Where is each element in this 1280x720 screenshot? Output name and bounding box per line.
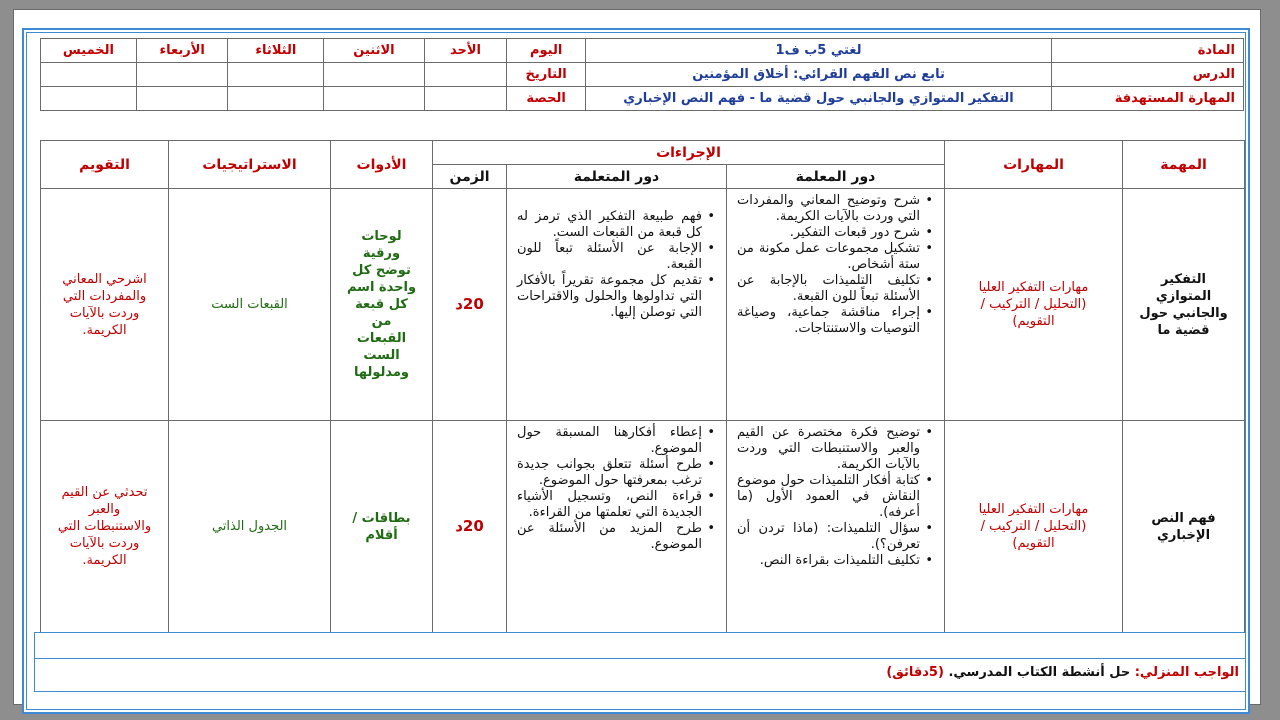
list-item: • تشكيل مجموعات عمل مكونة من ستة أشخاص. [737,241,920,273]
list-item: • طرح المزيد من الأسئلة عن الموضوع. [517,521,702,553]
student-role-list [507,425,726,553]
subject-label: المادة [1052,39,1244,63]
col-student-role: دور المتعلمة [507,165,727,189]
homework-label: الواجب المنزلي: [1134,665,1239,680]
skills-cell: مهارات التفكير العليا (التحليل / التركيب / التقويم) [945,189,1123,421]
teacher-role-list [727,193,944,337]
strategy-cell: القبعات الست [169,189,331,421]
col-evaluation: التقويم [41,141,169,189]
period-label: الحصة [507,87,585,111]
col-strategies: الاستراتيجيات [169,141,331,189]
date-cell-tuesday [228,63,324,87]
header-table [40,38,1244,111]
tools-cell: بطاقات / أقلام [331,421,433,633]
time-cell: 20د [433,189,507,421]
evaluation-cell: اشرحي المعاني والمفردات التي وردت بالآيات الكريمة. [41,189,169,421]
day-sunday: الأحد [424,39,507,63]
student-role-cell [507,189,727,421]
table-row [41,189,1245,421]
list-item: • فهم طبيعة التفكير الذي ترمز له كل قبعة من القبعات الست. [517,209,702,241]
list-item: • شرح وتوضيح المعاني والمفردات التي وردت بالآيات الكريمة. [737,193,920,225]
date-cell-thursday [41,63,137,87]
task-cell: التفكير المتوازي والجانبي حول قضية ما [1123,189,1245,421]
teacher-role-cell [727,189,945,421]
list-item: • الإجابة عن الأسئلة تبعاً للون القبعة. [517,241,702,273]
date-cell-monday [324,63,424,87]
list-item: • كتابة أفكار التلميذات حول موضوع النقاش في العمود الأول (ما أعرفه). [737,473,920,521]
skill-value: التفكير المتوازي والجانبي حول قضية ما - فهم النص الإخباري [585,87,1051,111]
list-item: • قراءة النص، وتسجيل الأشياء الجديدة التي تعلمتها من القراءة. [517,489,702,521]
period-cell-tuesday [228,87,324,111]
day-tuesday: الثلاثاء [228,39,324,63]
col-skills: المهارات [945,141,1123,189]
skills-cell: مهارات التفكير العليا (التحليل / التركيب / التقويم) [945,421,1123,633]
date-cell-wednesday [136,63,228,87]
list-item: • إعطاء أفكارهنا المسبقة حول الموضوع. [517,425,702,457]
student-role-cell [507,421,727,633]
homework-text: حل أنشطة الكتاب المدرسي. [948,665,1131,680]
period-cell-monday [324,87,424,111]
lesson-table [40,140,1245,633]
day-wednesday: الأربعاء [136,39,228,63]
footer-divider [35,658,1245,659]
date-label: التاريخ [507,63,585,87]
list-item: • تقديم كل مجموعة تقريراً بالأفكار التي تداولوها والحلول والاقتراحات التي توصلن إليها. [517,273,702,321]
day-thursday: الخميس [41,39,137,63]
student-role-list [507,209,726,321]
tools-cell: لوحات ورقية توضح كل واحدة اسم كل قبعة من القبعات الست ومدلولها [331,189,433,421]
period-cell-wednesday [136,87,228,111]
strategy-cell: الجدول الذاتي [169,421,331,633]
date-cell-sunday [424,63,507,87]
period-cell-sunday [424,87,507,111]
homework-line [886,665,1239,680]
list-item: • تكليف التلميذات بالإجابة عن الأسئلة تبعاً للون القبعة. [737,273,920,305]
teacher-role-list [727,425,944,569]
day-monday: الاثنين [324,39,424,63]
col-tools: الأدوات [331,141,433,189]
col-procedures: الإجراءات [433,141,945,165]
homework-footer [34,632,1246,692]
subject-value: لغتي 5ب ف1 [585,39,1051,63]
period-cell-thursday [41,87,137,111]
task-cell: فهم النص الإخباري [1123,421,1245,633]
lesson-label: الدرس [1052,63,1244,87]
list-item: • طرح أسئلة تتعلق بجوانب جديدة ترغب بمعرفتها حول الموضوع. [517,457,702,489]
skill-label: المهارة المستهدفة [1052,87,1244,111]
table-row [41,421,1245,633]
list-item: • شرح دور قبعات التفكير. [737,225,920,241]
evaluation-cell: تحدثي عن القيم والعبر والاستنبطات التي وردت بالآيات الكريمة. [41,421,169,633]
time-cell: 20د [433,421,507,633]
list-item: • تكليف التلميذات بقراءة النص. [737,553,920,569]
col-time: الزمن [433,165,507,189]
list-item: • توضيح فكرة مختصرة عن القيم والعبر والاستنبطات التي وردت بالآيات الكريمة. [737,425,920,473]
teacher-role-cell [727,421,945,633]
col-task: المهمة [1123,141,1245,189]
lesson-value: تابع نص الفهم القرائي: أخلاق المؤمنين [585,63,1051,87]
day-label: اليوم [507,39,585,63]
homework-duration: (5دقائق) [886,665,944,680]
list-item: • إجراء مناقشة جماعية، وصياغة التوصيات والاستنتاجات. [737,305,920,337]
col-teacher-role: دور المعلمة [727,165,945,189]
list-item: • سؤال التلميذات: (ماذا تردن أن تعرفن؟). [737,521,920,553]
